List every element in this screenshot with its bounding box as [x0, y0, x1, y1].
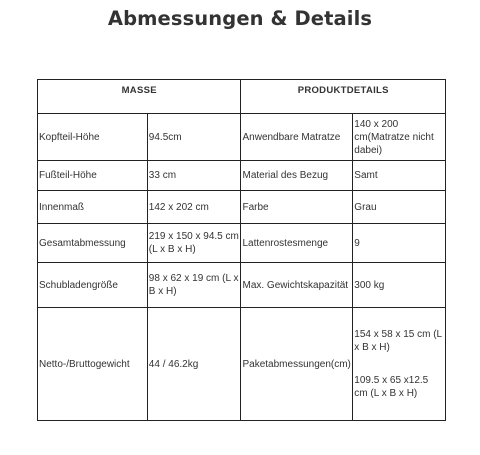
- cell-label: Kopfteil-Höhe: [38, 114, 148, 161]
- cell-label: Farbe: [241, 191, 353, 224]
- cell-label: Anwendbare Matratze: [241, 114, 353, 161]
- table-row: [38, 161, 446, 191]
- table-header-row: [38, 80, 446, 114]
- cell-label: Netto-/Bruttogewicht: [38, 308, 148, 421]
- cell-value: 98 x 62 x 19 cm (L x B x H): [147, 263, 241, 308]
- cell-label: Material des Bezug: [241, 161, 353, 191]
- spacer: [354, 354, 444, 374]
- cell-label: Lattenrostesmenge: [241, 224, 353, 263]
- header-produktdetails: PRODUKTDETAILS: [241, 80, 446, 114]
- cell-value: 142 x 202 cm: [147, 191, 241, 224]
- cell-value: 219 x 150 x 94.5 cm (L x B x H): [147, 224, 241, 263]
- package-dimension-2: 109.5 x 65 x12.5 cm (L x B x H): [354, 375, 429, 399]
- table-row: [38, 114, 446, 161]
- cell-label: Innenmaß: [38, 191, 148, 224]
- table-row: [38, 263, 446, 308]
- cell-value: 44 / 46.2kg: [147, 308, 241, 421]
- table-row: [38, 191, 446, 224]
- cell-value: Samt: [353, 161, 446, 191]
- cell-label: Schubladengröße: [38, 263, 148, 308]
- cell-value: 140 x 200 cm(Matratze nicht dabei): [353, 114, 446, 161]
- cell-value-package: [353, 308, 446, 421]
- cell-value: 9: [353, 224, 446, 263]
- cell-label: Fußteil-Höhe: [38, 161, 148, 191]
- page-title: Abmessungen & Details: [107, 7, 373, 30]
- specs-table: [37, 79, 446, 421]
- cell-value: Grau: [353, 191, 446, 224]
- table-row: [38, 224, 446, 263]
- table-row: [38, 308, 446, 421]
- cell-label: Max. Gewichtskapazität: [241, 263, 353, 308]
- cell-label: Paketabmessungen(cm): [241, 308, 353, 421]
- cell-value: 94.5cm: [147, 114, 241, 161]
- header-masse: MASSE: [38, 80, 241, 114]
- cell-value: 300 kg: [353, 263, 446, 308]
- cell-label: Gesamtabmessung: [38, 224, 148, 263]
- package-dimension-1: 154 x 58 x 15 cm (L x B x H): [354, 329, 442, 353]
- cell-value: 33 cm: [147, 161, 241, 191]
